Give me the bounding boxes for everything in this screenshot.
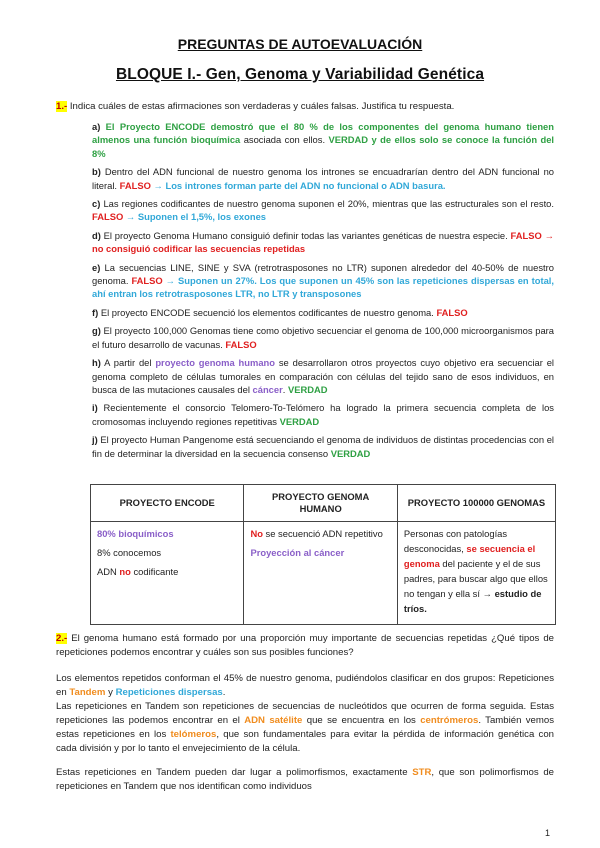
question-number: 1.- <box>56 101 68 112</box>
statement-j: j) El proyecto Human Pangenome está secuenciando el genoma de individuos de distintas procedencias con el fin de determinar la diversidad en la secuencia consenso VERDAD <box>92 434 554 459</box>
statement-f: f) El proyecto ENCODE secuenció los elementos codificantes de nuestro genoma. FALSO <box>92 306 468 318</box>
question-1 <box>56 101 454 112</box>
table-header: PROYECTO ENCODE <box>91 485 244 522</box>
statement-h: h) A partir del proyecto genoma humano se desarrollaron otros proyectos cuyo objetivo era secuenciar el genoma completo de células tumorales en comparación con células del tejido sano de esos individuos, en busca de las mutaciones causales del cáncer. VERDAD <box>92 357 554 395</box>
answer-paragraph-1: Los elementos repetidos conforman el 45% de nuestro genoma, pudiéndolos clasificar en dos grupos: Repeticiones en Tandem y Repeticiones dispersas. <box>56 673 554 698</box>
block-title: BLOQUE I.- Gen, Genoma y Variabilidad Genética <box>115 66 485 83</box>
table-header: PROYECTO 100000 GENOMAS <box>397 485 555 522</box>
table-header-row <box>91 485 556 522</box>
answer-paragraph-3: Estas repeticiones en Tandem pueden dar lugar a polimorfismos, exactamente STR, que son polimorfismos de repeticiones en Tandem que nos identifican como individuos <box>56 767 554 792</box>
table-cell-genoma-humano: No se secuenció ADN repetitivo Proyección al cáncer <box>244 522 397 625</box>
question-text: Indica cuáles de estas afirmaciones son verdaderas y cuáles falsas. Justifica tu respuesta. <box>67 101 455 112</box>
question-text: El genoma humano está formado por una proporción muy importante de secuencias repetidas ¿Qué tipos de repeticiones podemos encontrar y cuáles son sus posibles funciones? <box>56 633 554 658</box>
table-row <box>91 522 556 625</box>
statement-list <box>92 120 554 465</box>
statement-c: c) Las regiones codificantes de nuestro genoma suponen el 20%, mientras que las estructurales son el resto. FALSO → Suponen el 1,5%, los exones <box>92 198 554 223</box>
statement-e: e) La secuencias LINE, SINE y SVA (retrotrasposones no LTR) suponen alrededor del 40-50% de nuestro genoma. FALSO → Suponen un 27%. Los que suponen un 45% son las repeticiones dispersas en total, ahí entran los retrotrasposones LTR, no LTR y transposones <box>92 261 554 300</box>
answer-paragraph-2: Las repeticiones en Tandem son repeticiones de secuencias de nucleótidos que ocurren de forma seguida. Estas repeticiones las podemos encontrar en el ADN satélite que se encuentra en los centrómeros. También vemos estas repeticiones en los telómeros, que son fundamentales para evitar la pérdida de información genética con cada división y por lo tanto el envejecimiento de la célula. <box>56 701 555 754</box>
table-cell-100000-genomas: Personas con patologías desconocidas, se secuencia el genoma del paciente y el de sus padres, para buscar algo que ellos no tengan y ella sí → estudio de tríos. <box>397 522 555 625</box>
projects-table <box>90 484 556 625</box>
question-number: 2.- <box>56 633 68 644</box>
statement-g: g) El proyecto 100,000 Genomas tiene como objetivo secuenciar el genoma de 100,000 microorganismos para el futuro desarrollo de vacunas. FALSO <box>92 325 554 350</box>
table-cell-encode: 80% bioquímicos 8% conocemos ADN no codificante <box>91 522 244 625</box>
statement-d: d) El proyecto Genoma Humano consiguió definir todas las variantes genéticas de nuestra especie. FALSO → no consiguió codificar las secuencias repetidas <box>92 229 554 255</box>
statement-b: b) Dentro del ADN funcional de nuestro genoma los intrones se encuadrarían dentro del ADN funcional no literal. FALSO → Los intrones forman parte del ADN no funcional o ADN basura. <box>92 166 554 191</box>
question-2 <box>56 632 554 660</box>
table-header: PROYECTO GENOMA HUMANO <box>244 485 397 522</box>
page-number: 1 <box>544 828 550 838</box>
statement-a: a) El Proyecto ENCODE demostró que el 80 % de los componentes del genoma humano tienen almenos una función bioquímica asociada con ellos. VERDAD y de ellos solo se conoce la función del 8% <box>92 121 555 159</box>
statement-i: i) Recientemente el consorcio Telomero-To-Telómero ha logrado la primera secuencia completa de los cromosomas incluyendo regiones repetitivas VERDAD <box>92 402 554 427</box>
page-title: PREGUNTAS DE AUTOEVALUACIÓN <box>177 36 423 52</box>
